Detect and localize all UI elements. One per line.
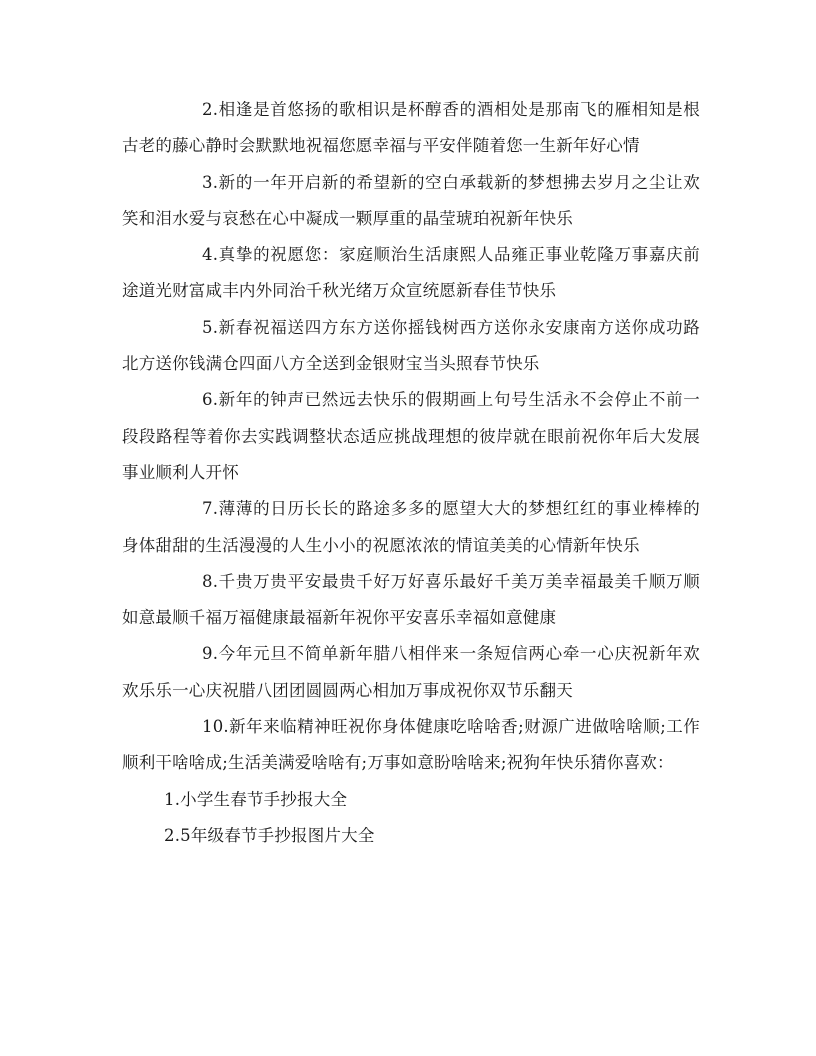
- paragraph-2: 2.相逢是首悠扬的歌相识是杯醇香的酒相处是那南飞的雁相知是根古老的藤心静时会默默地祝福您愿幸福与平安伴随着您一生新年好心情: [122, 100, 700, 156]
- paragraph-5: 5.新春祝福送四方东方送你摇钱树西方送你永安康南方送你成功路北方送你钱满仓四面八方全送到金银财宝当头照春节快乐: [122, 317, 700, 374]
- paragraph-10: 10.新年来临精神旺祝你身体健康吃啥啥香;财源广进做啥啥顺;工作顺利干啥啥成;生活美满爱啥啥有;万事如意盼啥啥来;祝狗年快乐猜你喜欢：: [122, 717, 700, 773]
- paragraph-7: 7.薄薄的日历长长的路途多多的愿望大大的梦想红红的事业棒棒的身体甜甜的生活漫漫的人生小小的祝愿浓浓的情谊美美的心情新年快乐: [122, 499, 700, 555]
- paragraph-6: 6.新年的钟声已然远去快乐的假期画上句号生活永不会停止不前一段段路程等着你去实践调整状态适应挑战理想的彼岸就在眼前祝你年后大发展事业顺利人开怀: [122, 390, 700, 482]
- document-body: [122, 92, 700, 854]
- related-item-1[interactable]: 1.小学生春节手抄报大全: [164, 789, 348, 809]
- paragraph-9: 9.今年元旦不简单新年腊八相伴来一条短信两心牵一心庆祝新年欢欢乐乐一心庆祝腊八团团圆圆两心相加万事成祝你双节乐翻天: [122, 644, 700, 700]
- paragraph-8: 8.千贵万贵平安最贵千好万好喜乐最好千美万美幸福最美千顺万顺如意最顺千福万福健康最福新年祝你平安喜乐幸福如意健康: [122, 571, 700, 628]
- related-list: [122, 782, 700, 855]
- paragraph-3: 3.新的一年开启新的希望新的空白承载新的梦想拂去岁月之尘让欢笑和泪水爱与哀愁在心中凝成一颗厚重的晶莹琥珀祝新年快乐: [122, 172, 700, 228]
- related-item-2[interactable]: 2.5年级春节手抄报图片大全: [164, 825, 375, 845]
- paragraph-4: 4.真挚的祝愿您：家庭顺治生活康熙人品雍正事业乾隆万事嘉庆前途道光财富咸丰内外同治千秋光绪万众宣统愿新春佳节快乐: [122, 245, 700, 301]
